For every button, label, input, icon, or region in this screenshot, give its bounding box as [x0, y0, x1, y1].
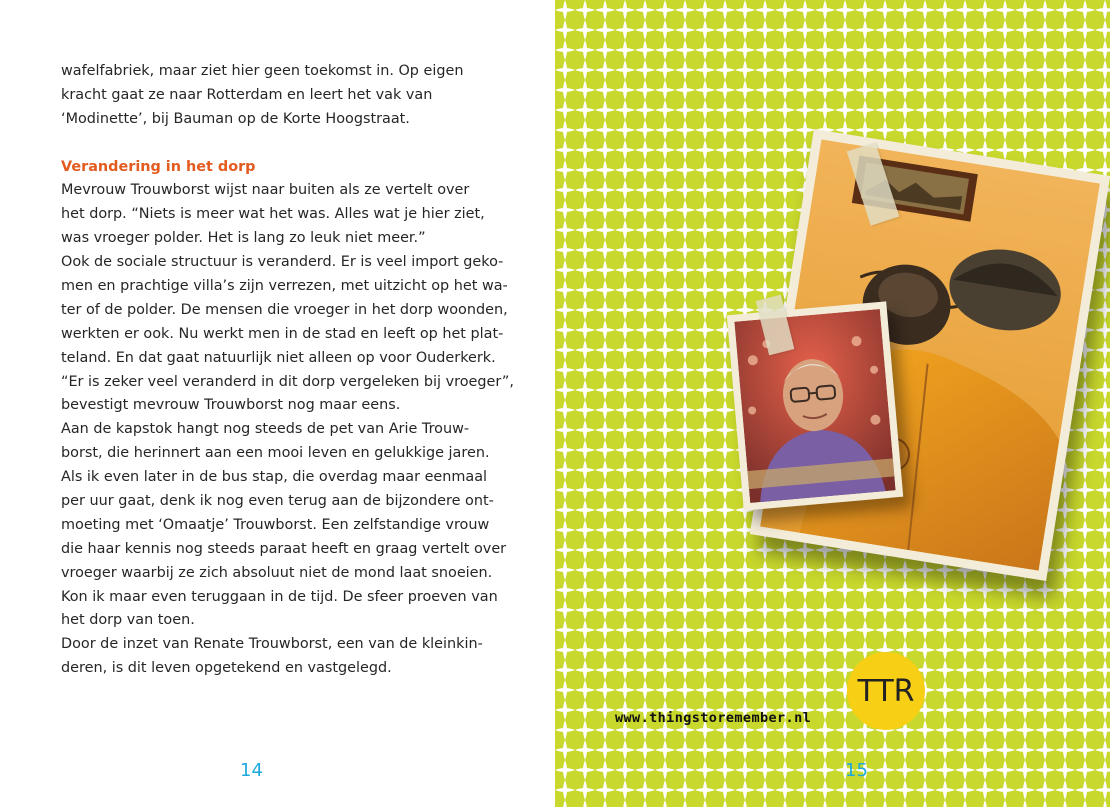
page-number-left: 14 [240, 760, 263, 781]
text-line: men en prachtige villa’s zijn verrezen, met uitzicht op het wa- [61, 278, 508, 295]
text-line: kracht gaat ze naar Rotterdam en leert het vak van [61, 86, 433, 103]
text-line: per uur gaat, denk ik nog even terug aan de bijzondere ont- [61, 493, 494, 510]
article-body [61, 60, 514, 681]
text-line: deren, is dit leven opgetekend en vastgelegd. [61, 660, 392, 677]
text-line: bevestigt mevrouw Trouwborst nog maar eens. [61, 397, 401, 414]
page-number-right: 15 [845, 760, 868, 781]
text-line: die haar kennis nog steeds paraat heeft en graag vertelt over [61, 540, 507, 557]
text-line: het dorp van toen. [61, 612, 195, 629]
text-line: Door de inzet van Renate Trouwborst, een van de kleinkin- [61, 636, 483, 653]
text-line: Als ik even later in de bus stap, die overdag maar eenmaal [61, 469, 488, 486]
text-line: het dorp. “Niets is meer wat het was. Alles wat je hier ziet, [61, 206, 485, 223]
text-line: borst, die herinnert aan een mooi leven en gelukkige jaren. [61, 445, 490, 462]
text-line: ‘Modinette’, bij Bauman op de Korte Hoogstraat. [61, 110, 410, 127]
section-heading: Verandering in het dorp [61, 158, 256, 175]
page-right [555, 0, 1110, 807]
text-line: Aan de kapstok hangt nog steeds de pet van Arie Trouw- [61, 421, 470, 438]
portrait-image [734, 309, 895, 503]
text-line: Kon ik maar even teruggaan in de tijd. De sfeer proeven van [61, 588, 498, 605]
text-line: wafelfabriek, maar ziet hier geen toekomst in. Op eigen [61, 63, 464, 79]
text-line: moeting met ‘Omaatje’ Trouwborst. Een zelfstandige vrouw [61, 516, 490, 533]
website-url: www.thingstoremember.nl [615, 710, 812, 726]
text-line: werkten er ook. Nu werkt men in de stad en leeft op het plat- [61, 325, 504, 342]
text-line: Mevrouw Trouwborst wijst naar buiten als ze vertelt over [61, 182, 470, 199]
text-line: “Er is zeker veel veranderd in dit dorp vergeleken bij vroeger”, [61, 373, 514, 390]
text-line: teland. En dat gaat natuurlijk niet alleen op voor Ouderkerk. [61, 349, 496, 366]
text-line: vroeger waarbij ze zich absoluut niet de mond laat snoeien. [61, 564, 493, 581]
text-line: Ook de sociale structuur is veranderd. Er is veel import geko- [61, 254, 504, 271]
ttr-badge: TTR [847, 652, 925, 730]
paragraph-gap [61, 132, 501, 156]
text-line: was vroeger polder. Het is lang zo leuk niet meer.” [61, 230, 426, 247]
portrait-photo [727, 301, 903, 510]
text-line: ter of de polder. De mensen die vroeger in het dorp woonden, [61, 301, 508, 318]
